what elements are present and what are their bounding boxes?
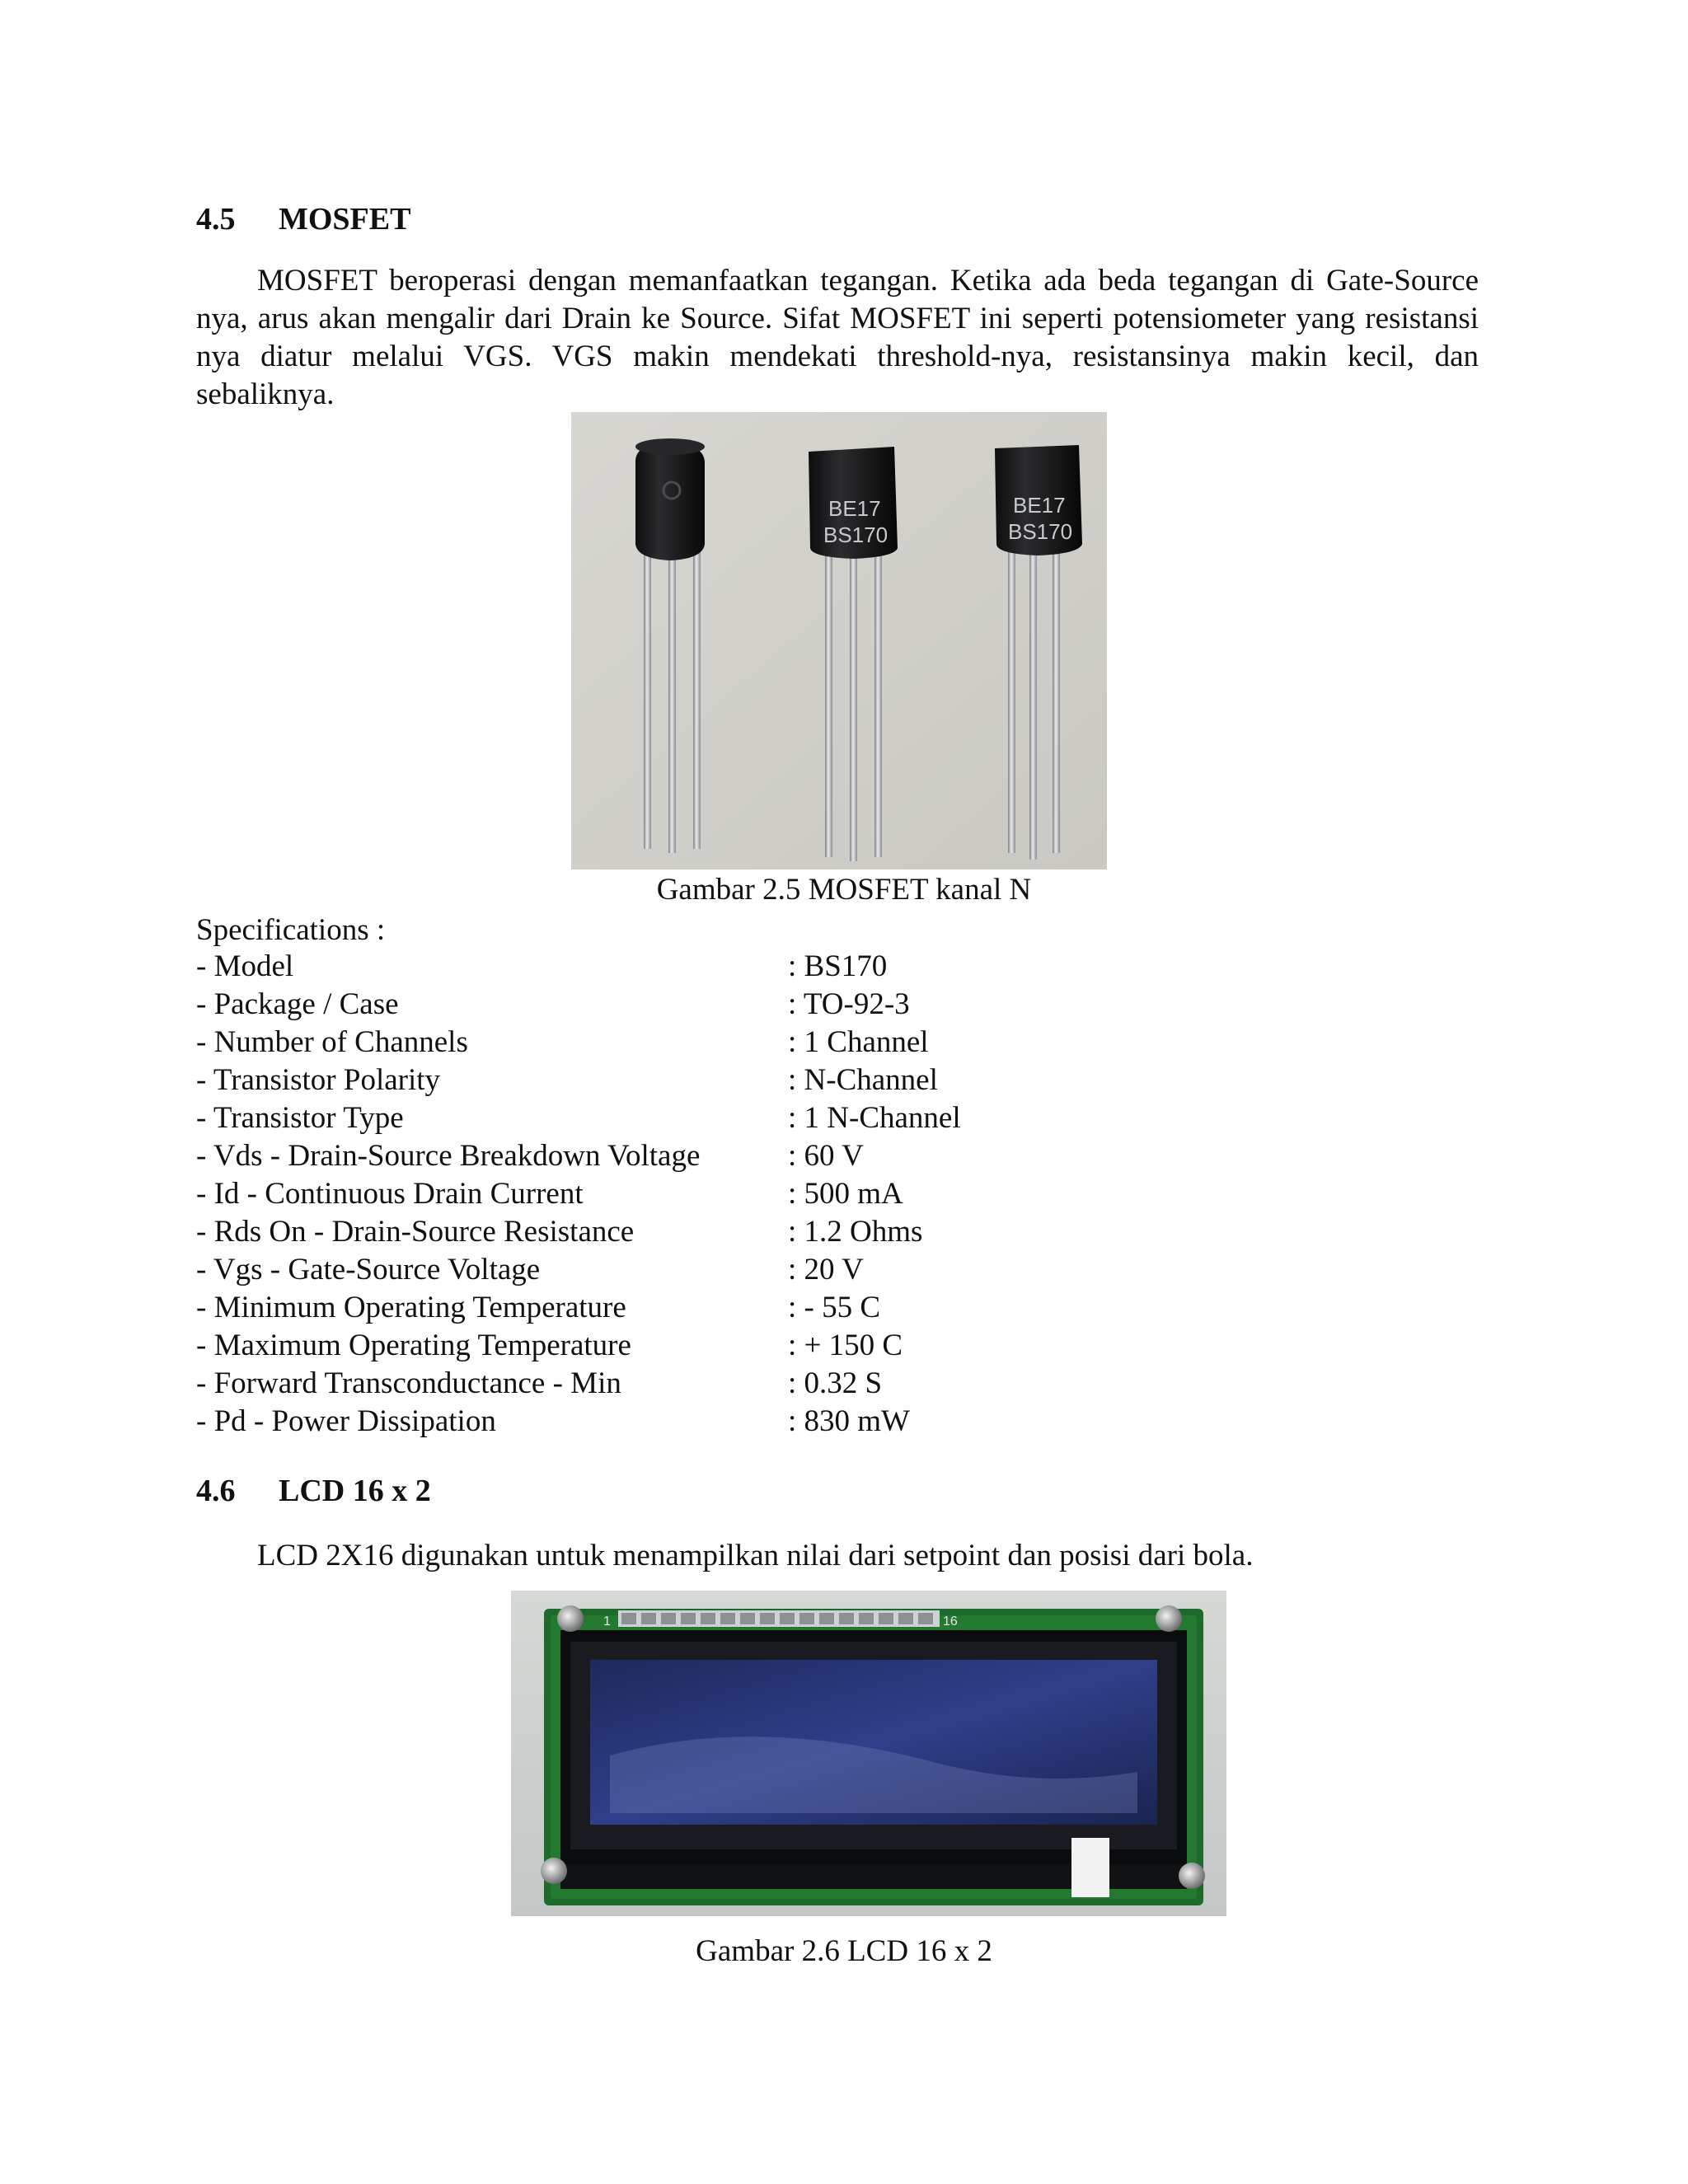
spec-row: [196, 986, 1103, 1024]
spec-value: : 500 mA: [788, 1177, 903, 1211]
screw-icon: [557, 1605, 584, 1632]
spec-label: - Minimum Operating Temperature: [196, 1291, 626, 1324]
screw-icon: [1179, 1863, 1205, 1889]
spec-label: - Forward Transconductance - Min: [196, 1366, 621, 1400]
section-title: MOSFET: [279, 202, 411, 237]
lcd-sticker: [1071, 1838, 1109, 1897]
transistor-2-marking-1: BE17: [828, 496, 881, 521]
spec-row: [196, 1213, 1103, 1251]
spec-label: - Transistor Polarity: [196, 1063, 441, 1097]
lcd-header-pins: [603, 1610, 958, 1629]
section-number: 4.5: [196, 202, 236, 237]
specifications-title: Specifications :: [196, 913, 386, 947]
spec-row: [196, 1251, 1103, 1289]
spec-row: [196, 1175, 1103, 1213]
mosfet-photo: [571, 412, 1107, 869]
spec-label: - Vgs - Gate-Source Voltage: [196, 1253, 541, 1286]
spec-row: [196, 1327, 1103, 1365]
lcd-photo: [511, 1591, 1226, 1916]
spec-label: - Vds - Drain-Source Breakdown Voltage: [196, 1139, 701, 1173]
spec-label: - Transistor Type: [196, 1101, 404, 1135]
transistor-3-marking-1: BE17: [1013, 493, 1066, 518]
transistor-1: [635, 438, 705, 853]
screw-icon: [541, 1858, 567, 1884]
spec-label: - Number of Channels: [196, 1025, 468, 1059]
transistor-3-marking-2: BS170: [1008, 519, 1073, 544]
spec-value: : 20 V: [788, 1253, 864, 1286]
spec-row: [196, 1289, 1103, 1327]
section-heading-lcd: [196, 1473, 431, 1509]
spec-value: : 1 Channel: [788, 1025, 929, 1059]
section-title: LCD 16 x 2: [279, 1474, 431, 1508]
spec-label: - Maximum Operating Temperature: [196, 1329, 631, 1362]
spec-row: [196, 1403, 1103, 1441]
spec-label: - Id - Continuous Drain Current: [196, 1177, 584, 1211]
lcd-pin-first: 1: [603, 1615, 611, 1629]
spec-value: : + 150 C: [788, 1329, 903, 1362]
spec-label: - Model: [196, 949, 294, 983]
spec-row: [196, 1024, 1103, 1062]
figure-caption-lcd: Gambar 2.6 LCD 16 x 2: [696, 1934, 992, 1968]
spec-value: : N-Channel: [788, 1063, 938, 1097]
spec-value: : - 55 C: [788, 1291, 881, 1324]
spec-value: : 60 V: [788, 1139, 864, 1173]
spec-row: [196, 1365, 1103, 1403]
section-heading-mosfet: [196, 201, 410, 237]
spec-row: [196, 1099, 1103, 1137]
spec-label: - Pd - Power Dissipation: [196, 1404, 496, 1438]
spec-value: : 1.2 Ohms: [788, 1215, 923, 1249]
lcd-paragraph: LCD 2X16 digunakan untuk menampilkan nilai dari setpoint dan posisi dari bola.: [257, 1539, 1254, 1572]
spec-row: [196, 1062, 1103, 1099]
spec-value: : BS170: [788, 949, 888, 983]
spec-value: : 1 N-Channel: [788, 1101, 961, 1135]
specifications-list: [196, 948, 1103, 1441]
figure-caption-mosfet: Gambar 2.5 MOSFET kanal N: [656, 873, 1032, 907]
lcd-pin-last: 16: [943, 1615, 958, 1629]
mosfet-paragraph: MOSFET beroperasi dengan memanfaatkan tegangan. Ketika ada beda tegangan di Gate-Source nya, arus akan mengalir dari Drain ke Source. Sifat MOSFET ini seperti potensiometer yang resistansi nya diatur melalui VGS. VGS makin mendekati threshold-nya, resistansinya makin kecil, dan sebaliknya.: [196, 264, 1479, 411]
spec-row: [196, 1137, 1103, 1175]
spec-value: : TO-92-3: [788, 987, 910, 1021]
section-number: 4.6: [196, 1474, 236, 1508]
spec-row: [196, 948, 1103, 986]
screw-icon: [1156, 1605, 1182, 1632]
spec-value: : 830 mW: [788, 1404, 910, 1438]
spec-value: : 0.32 S: [788, 1366, 883, 1400]
spec-label: - Rds On - Drain-Source Resistance: [196, 1215, 635, 1249]
transistor-2-marking-2: BS170: [823, 523, 889, 547]
spec-label: - Package / Case: [196, 987, 399, 1021]
